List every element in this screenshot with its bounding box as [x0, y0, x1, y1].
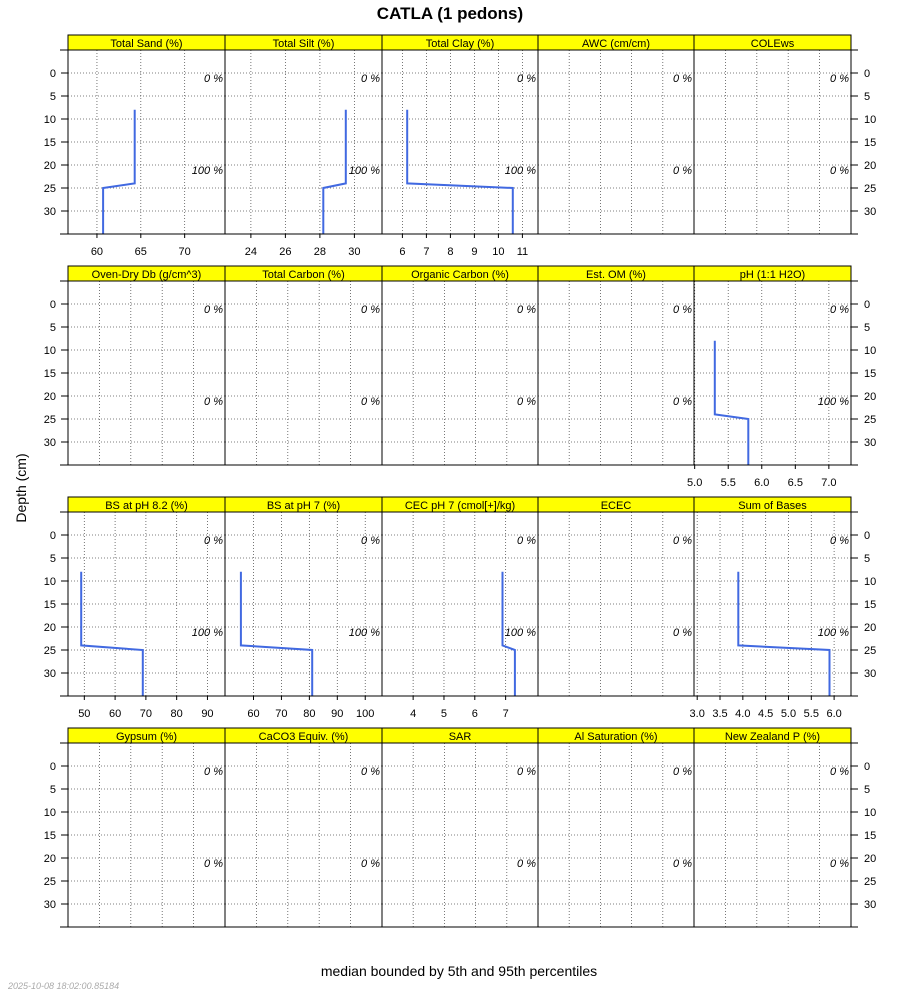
panel-title: BS at pH 8.2 (%): [105, 500, 188, 512]
y-tick-label-right: 5: [864, 553, 871, 565]
pct-annotation-top: 0 %: [830, 766, 849, 779]
y-tick-label-left: 5: [49, 553, 56, 565]
x-tick-label: 5: [440, 708, 448, 720]
y-tick-label-left: 25: [43, 183, 56, 195]
y-tick-label-left: 15: [43, 137, 56, 149]
y-tick-label-left: 0: [49, 761, 56, 773]
x-tick-label: 80: [303, 708, 316, 720]
pct-annotation-top: 0 %: [361, 535, 380, 548]
y-tick-label-right: 10: [864, 576, 877, 588]
y-tick-label-left: 10: [43, 345, 56, 357]
pct-annotation-top: 0 %: [517, 535, 536, 548]
x-tick-label: 4.0: [735, 708, 751, 720]
y-tick-label-left: 0: [49, 530, 56, 542]
pct-annotation-top: 0 %: [361, 73, 380, 86]
y-tick-label-left: 10: [43, 114, 56, 126]
y-tick-label-left: 25: [43, 645, 56, 657]
y-tick-label-left: 5: [49, 784, 56, 796]
y-tick-label-left: 30: [43, 437, 56, 449]
panel-title: Total Clay (%): [425, 38, 495, 50]
panel-title: SAR: [448, 731, 472, 743]
panel-title: Organic Carbon (%): [411, 269, 509, 281]
x-tick-label: 5.5: [803, 708, 819, 720]
x-tick-label: 5.0: [780, 708, 797, 720]
pct-annotation-top: 0 %: [517, 766, 536, 779]
pct-annotation-bottom: 100 %: [191, 165, 223, 178]
x-tick-label: 65: [134, 246, 147, 258]
pct-annotation-top: 0 %: [517, 73, 536, 86]
x-tick-label: 60: [108, 708, 122, 720]
y-tick-label-right: 15: [864, 137, 877, 149]
pct-annotation-bottom: 0 %: [830, 858, 849, 871]
y-tick-label-right: 30: [864, 437, 877, 449]
y-tick-label-left: 5: [49, 91, 56, 103]
median-line: [407, 110, 513, 234]
median-line: [241, 572, 312, 696]
x-tick-label: 10: [492, 246, 505, 258]
y-tick-label-right: 5: [864, 784, 871, 796]
y-tick-label-left: 10: [43, 807, 56, 819]
y-tick-label-right: 0: [864, 299, 871, 311]
panel-title: COLEws: [750, 38, 795, 50]
y-tick-label-left: 15: [43, 368, 56, 380]
pct-annotation-bottom: 0 %: [830, 165, 849, 178]
x-tick-label: 50: [78, 708, 91, 720]
x-tick-label: 6: [399, 246, 406, 258]
y-tick-label-right: 25: [864, 183, 877, 195]
y-tick-label-right: 5: [864, 322, 871, 334]
panel-title: Total Silt (%): [272, 38, 335, 50]
pct-annotation-top: 0 %: [361, 766, 380, 779]
pct-annotation-bottom: 0 %: [517, 396, 536, 409]
x-tick-label: 4: [410, 708, 417, 720]
y-tick-label-right: 30: [864, 899, 877, 911]
pct-annotation-bottom: 100 %: [817, 396, 849, 409]
pct-annotation-bottom: 0 %: [204, 396, 223, 409]
y-tick-label-right: 30: [864, 668, 877, 680]
panel-title: Total Sand (%): [110, 38, 183, 50]
x-tick-label: 6: [471, 708, 478, 720]
y-tick-label-right: 10: [864, 807, 877, 819]
pct-annotation-top: 0 %: [361, 304, 380, 317]
x-tick-label: 4.5: [758, 708, 774, 720]
x-tick-label: 60: [90, 246, 104, 258]
pct-annotation-top: 0 %: [204, 535, 223, 548]
x-tick-label: 5.5: [720, 477, 736, 489]
timestamp: 2025-10-08 18:02:00.85184: [8, 981, 120, 991]
panel-title: ECEC: [600, 500, 632, 512]
pct-annotation-top: 0 %: [517, 304, 536, 317]
panel-title: pH (1:1 H2O): [739, 269, 806, 281]
y-tick-label-right: 25: [864, 645, 877, 657]
x-tick-label: 7: [423, 246, 430, 258]
panel-title: Oven-Dry Db (g/cm^3): [91, 269, 202, 281]
x-tick-label: 70: [178, 246, 191, 258]
x-tick-label: 70: [275, 708, 288, 720]
y-tick-label-left: 25: [43, 876, 56, 888]
y-tick-label-right: 5: [864, 91, 871, 103]
pct-annotation-bottom: 100 %: [504, 627, 536, 640]
y-tick-label-left: 15: [43, 830, 56, 842]
x-tick-label: 90: [201, 708, 214, 720]
median-line: [738, 572, 829, 696]
pct-annotation-bottom: 0 %: [361, 858, 380, 871]
pct-annotation-top: 0 %: [204, 766, 223, 779]
panel-title: Sum of Bases: [738, 500, 807, 512]
x-tick-label: 3.0: [689, 708, 705, 720]
x-tick-label: 6.0: [754, 477, 770, 489]
chart-title: CATLA (1 pedons): [376, 4, 524, 23]
x-tick-label: 11: [516, 246, 529, 258]
y-tick-label-right: 20: [864, 391, 877, 403]
panel-title: CaCO3 Equiv. (%): [258, 731, 349, 743]
panel-title: BS at pH 7 (%): [266, 500, 341, 512]
pct-annotation-bottom: 100 %: [348, 165, 380, 178]
x-tick-label: 80: [170, 708, 183, 720]
pct-annotation-top: 0 %: [673, 304, 692, 317]
pct-annotation-bottom: 100 %: [348, 627, 380, 640]
x-tick-label: 70: [139, 708, 153, 720]
y-tick-label-right: 30: [864, 206, 877, 218]
x-tick-label: 28: [313, 246, 327, 258]
y-tick-label-left: 30: [43, 206, 56, 218]
x-tick-label: 7.0: [821, 477, 837, 489]
pct-annotation-bottom: 0 %: [673, 627, 692, 640]
pct-annotation-top: 0 %: [830, 535, 849, 548]
pct-annotation-bottom: 0 %: [673, 396, 692, 409]
x-tick-label: 90: [331, 708, 344, 720]
panel-title: Total Carbon (%): [262, 269, 345, 281]
median-line: [715, 341, 749, 465]
median-line: [323, 110, 346, 234]
y-tick-label-left: 20: [43, 391, 56, 403]
y-tick-label-right: 0: [864, 68, 871, 80]
y-tick-label-right: 0: [864, 761, 871, 773]
pct-annotation-top: 0 %: [673, 766, 692, 779]
y-tick-label-left: 0: [49, 68, 56, 80]
y-tick-label-left: 5: [49, 322, 56, 334]
x-tick-label: 6.0: [826, 708, 842, 720]
panel-title: Gypsum (%): [115, 731, 178, 743]
median-line: [103, 110, 135, 234]
pct-annotation-bottom: 0 %: [361, 396, 380, 409]
y-tick-label-right: 20: [864, 160, 877, 172]
y-tick-label-right: 10: [864, 345, 877, 357]
pct-annotation-top: 0 %: [830, 73, 849, 86]
x-tick-label: 26: [279, 246, 292, 258]
chart-footer: median bounded by 5th and 95th percentiles: [320, 963, 598, 979]
x-tick-label: 60: [247, 708, 260, 720]
panel-title: Al Saturation (%): [574, 731, 658, 743]
pct-annotation-bottom: 100 %: [191, 627, 223, 640]
pct-annotation-bottom: 100 %: [817, 627, 849, 640]
median-line: [81, 572, 143, 696]
pct-annotation-bottom: 0 %: [204, 858, 223, 871]
x-tick-label: 5.0: [687, 477, 703, 489]
pct-annotation-top: 0 %: [830, 304, 849, 317]
y-tick-label-left: 25: [43, 414, 56, 426]
y-tick-label-right: 20: [864, 853, 877, 865]
pct-annotation-bottom: 0 %: [517, 858, 536, 871]
y-tick-label-right: 15: [864, 830, 877, 842]
x-tick-label: 3.5: [712, 708, 728, 720]
panel-title: New Zealand P (%): [724, 731, 821, 743]
panel-title: AWC (cm/cm): [581, 38, 651, 50]
pct-annotation-bottom: 0 %: [673, 858, 692, 871]
pct-annotation-bottom: 0 %: [673, 165, 692, 178]
x-tick-label: 30: [348, 246, 361, 258]
pct-annotation-top: 0 %: [673, 535, 692, 548]
panel-title: Est. OM (%): [586, 269, 646, 281]
pct-annotation-top: 0 %: [204, 73, 223, 86]
y-tick-label-left: 30: [43, 899, 56, 911]
x-tick-label: 9: [471, 246, 478, 258]
y-tick-label-right: 10: [864, 114, 877, 126]
pct-annotation-top: 0 %: [673, 73, 692, 86]
y-tick-label-left: 20: [43, 160, 56, 172]
panel-title: CEC pH 7 (cmol[+]/kg): [404, 500, 516, 512]
y-tick-label-left: 20: [43, 853, 56, 865]
y-tick-label-right: 20: [864, 622, 877, 634]
pct-annotation-top: 0 %: [204, 304, 223, 317]
x-tick-label: 24: [244, 246, 258, 258]
y-tick-label-right: 15: [864, 599, 877, 611]
y-tick-label-left: 10: [43, 576, 56, 588]
y-tick-label-right: 25: [864, 414, 877, 426]
x-tick-label: 100: [356, 708, 375, 720]
y-tick-label-right: 25: [864, 876, 877, 888]
x-tick-label: 6.5: [787, 477, 803, 489]
y-tick-label-left: 15: [43, 599, 56, 611]
x-tick-label: 7: [502, 708, 509, 720]
y-tick-label-left: 30: [43, 668, 56, 680]
x-tick-label: 8: [447, 246, 454, 258]
y-axis-label: Depth (cm): [13, 453, 29, 523]
y-tick-label-right: 15: [864, 368, 877, 380]
y-tick-label-right: 0: [864, 530, 871, 542]
y-tick-label-left: 20: [43, 622, 56, 634]
pct-annotation-bottom: 100 %: [504, 165, 536, 178]
y-tick-label-left: 0: [49, 299, 56, 311]
